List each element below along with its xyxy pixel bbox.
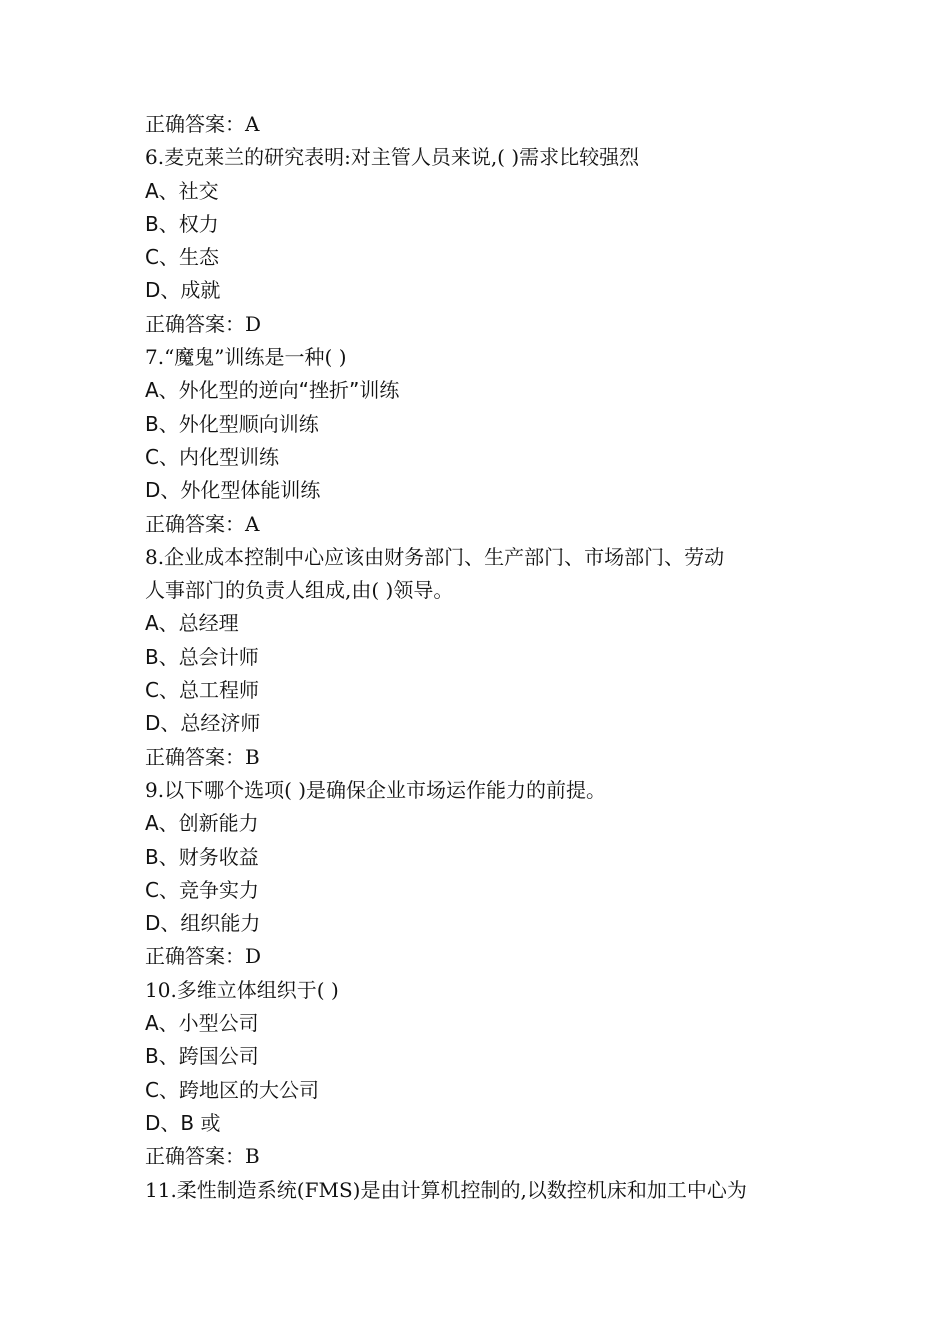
answer-option: D、总经济师 — [145, 711, 261, 736]
answer-option: C、总工程师 — [145, 678, 259, 703]
answer-option: A、小型公司 — [145, 1011, 259, 1036]
question-text: 10.多维立体组织于( ) — [145, 977, 339, 1002]
answer-option: D、成就 — [145, 278, 221, 303]
answer-option: B、权力 — [145, 211, 219, 236]
question-text: 7.“魔鬼”训练是一种( ) — [145, 345, 347, 370]
answer-option: C、竞争实力 — [145, 877, 259, 902]
answer-option: B、跨国公司 — [145, 1044, 259, 1069]
answer-option: C、内化型训练 — [145, 444, 279, 469]
question-text: 8.企业成本控制中心应该由财务部门、生产部门、市场部门、劳动 — [145, 544, 725, 569]
question-text: 11.柔性制造系统(FMS)是由计算机控制的,以数控机床和加工中心为 — [145, 1177, 747, 1202]
answer-option: C、生态 — [145, 245, 219, 270]
answer-option: A、总经理 — [145, 611, 239, 636]
answer-option: B、外化型顺向训练 — [145, 411, 319, 436]
correct-answer-line: 正确答案：A — [145, 112, 260, 136]
correct-answer-line: 正确答案：B — [145, 744, 260, 769]
question-text: 人事部门的负责人组成,由( )领导。 — [145, 578, 454, 603]
answer-option: A、外化型的逆向“挫折”训练 — [145, 378, 400, 403]
answer-option: B、总会计师 — [145, 644, 259, 669]
answer-option: D、B 或 — [145, 1110, 221, 1135]
correct-answer-line: 正确答案：B — [145, 1144, 260, 1169]
answer-option: A、社交 — [145, 178, 219, 203]
answer-option: A、创新能力 — [145, 811, 259, 836]
question-list — [145, 108, 825, 1207]
question-text: 6.麦克莱兰的研究表明:对主管人员来说,( )需求比较强烈 — [145, 145, 640, 170]
answer-option: D、组织能力 — [145, 911, 261, 936]
answer-option: B、财务收益 — [145, 844, 259, 869]
correct-answer-line: 正确答案：A — [145, 511, 260, 536]
answer-option: D、外化型体能训练 — [145, 478, 321, 503]
answer-option: C、跨地区的大公司 — [145, 1077, 319, 1102]
correct-answer-line: 正确答案：D — [145, 311, 262, 336]
question-text: 9.以下哪个选项( )是确保企业市场运作能力的前提。 — [145, 777, 607, 802]
correct-answer-line: 正确答案：D — [145, 944, 262, 969]
